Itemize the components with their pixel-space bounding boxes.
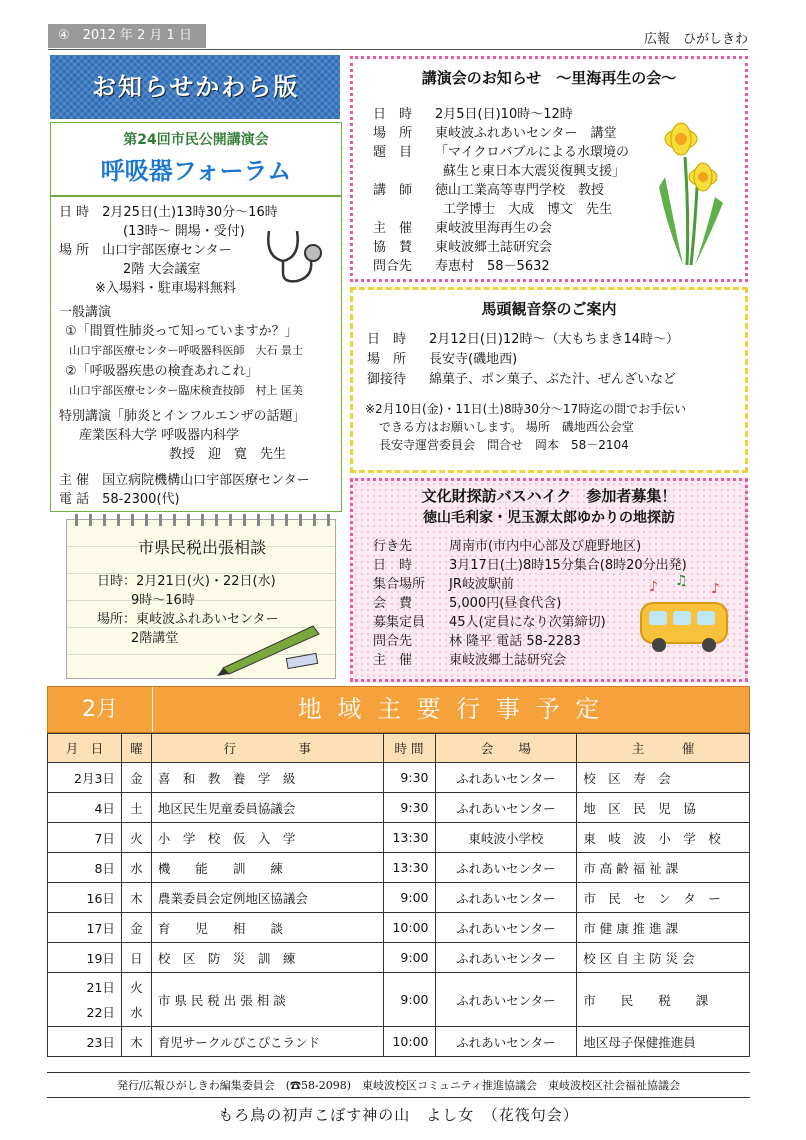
forum-date-note: (13時～ 開場・受付): [123, 224, 245, 239]
pencil-icon: [217, 620, 327, 676]
lecture-row-8-key: 問合先: [373, 259, 413, 274]
hike-row-1-key: 日 時: [373, 558, 413, 573]
row-dow: 日: [121, 943, 151, 973]
row-dow: 木: [121, 1027, 151, 1057]
row-venue: ふれあいセンター: [435, 973, 577, 1027]
footer-divider-2: [47, 1097, 750, 1098]
lecture-row-8-val: 寿恵村 58－5632: [435, 259, 550, 274]
hike-row-5-key: 問合先: [373, 634, 413, 649]
forum-talk1-speaker: 山口宇部医療センター呼吸器科医師 大石 景士: [69, 344, 304, 357]
festival-row-0-key: 日 時: [367, 332, 407, 347]
forum-date: 日 時 2月25日(土)13時30分～16時: [59, 205, 278, 220]
row-event: 地区民生児童委員協議会: [151, 793, 383, 823]
row-event: 農業委員会定例地区協議会: [151, 883, 383, 913]
schedule-table: [47, 733, 750, 1057]
lecture-row-0-val: 2月5日(日)10時～12時: [435, 107, 573, 122]
hike-subtitle: 徳山毛利家・児玉源太郎ゆかりの地探訪: [423, 510, 675, 526]
table-row: [48, 883, 750, 913]
forum-tel: 電 話 58-2300(代): [59, 492, 180, 507]
table-row: [48, 823, 750, 853]
tax-room: 2階講堂: [131, 631, 179, 646]
row-venue: 東岐波小学校: [435, 823, 577, 853]
forum-special-affiliation: 産業医科大学 呼吸器内科学: [79, 428, 240, 443]
forum-title-box: [50, 122, 342, 196]
tax-consultation-note: [66, 519, 336, 679]
row-date-second: 22日: [86, 1004, 115, 1020]
row-host: 市 民 税 課: [577, 973, 750, 1027]
row-date: 2月3日: [48, 763, 122, 793]
row-dow: 水: [121, 853, 151, 883]
festival-row-1-val: 長安寺(磯地西): [429, 352, 518, 367]
stethoscope-icon: [261, 227, 331, 287]
col-venue: 会 場: [435, 734, 577, 763]
forum-host: 主 催 国立病院機構山口宇部医療センター: [59, 473, 310, 488]
lecture-row-0-key: 日 時: [373, 107, 413, 122]
tax-date: 日時：2月21日(火)・22日(水): [97, 574, 276, 589]
tax-title: 市県民税出張相談: [137, 538, 266, 557]
forum-fee-note: ※入場料・駐車場料無料: [95, 281, 236, 296]
lecture-notice-box: [350, 56, 748, 282]
lecture-row-4-val: 徳山工業高等専門学校 教授: [435, 183, 605, 198]
forum-special-lecture: 特別講演「肺炎とインフルエンザの話題」: [59, 409, 306, 424]
lecture-row-7-val: 東岐波郷土誌研究会: [435, 240, 553, 255]
row-time: 13:30: [383, 853, 435, 883]
bus-icon: [631, 573, 737, 657]
table-row: [48, 943, 750, 973]
table-row: [48, 913, 750, 943]
row-time: 9:00: [383, 973, 435, 1027]
lecture-row-1-key: 場 所: [373, 126, 413, 141]
lecture-row-7-key: 協 賛: [373, 240, 413, 255]
row-host: 地 区 民 児 協: [577, 793, 750, 823]
forum-details-box: [50, 196, 342, 512]
festival-row-2-val: 綿菓子、ポン菓子、ぶた汁、ぜんざいなど: [429, 372, 677, 387]
lecture-row-6-val: 東岐波里海再生の会: [435, 221, 553, 236]
row-dow: 金: [121, 763, 151, 793]
lecture-row-2-val: 「マイクロバブルによる水環境の: [435, 145, 629, 160]
row-time: 9:00: [383, 883, 435, 913]
row-time: 9:00: [383, 943, 435, 973]
tax-time: 9時～16時: [131, 593, 195, 608]
row-host: 校 区 自 主 防 災 会: [577, 943, 750, 973]
row-event: 市 県 民 税 出 張 相 談: [151, 973, 383, 1027]
row-host: 市 高 齢 福 祉 課: [577, 853, 750, 883]
lecture-row-6-key: 主 催: [373, 221, 413, 236]
hike-row-4-val: 45人(定員になり次第締切): [449, 615, 606, 630]
row-time: 9:30: [383, 793, 435, 823]
row-date: 8日: [48, 853, 122, 883]
notepad-rings: [67, 514, 337, 526]
row-host: 校 区 寿 会: [577, 763, 750, 793]
row-host: 市 健 康 推 進 課: [577, 913, 750, 943]
col-dow: 曜: [121, 734, 151, 763]
col-host: 主 催: [577, 734, 750, 763]
hike-row-5-val: 林 隆平 電話 58-2283: [449, 634, 581, 649]
footer-publisher: 発行/広報ひがしきわ編集委員会 (☎58-2098) 東岐波校区コミュニティ推進協議会 東岐波校区社会福祉協議会: [117, 1079, 680, 1092]
hike-row-2-key: 集合場所: [373, 577, 426, 592]
row-time: 10:00: [383, 1027, 435, 1057]
hike-row-4-key: 募集定員: [373, 615, 426, 630]
festival-row-1-key: 場 所: [367, 352, 407, 367]
table-row: [48, 793, 750, 823]
header-divider: [48, 49, 748, 50]
row-venue: ふれあいセンター: [435, 763, 577, 793]
festival-note-2: できる方はお願いします。 場所 磯地西公会堂: [379, 420, 634, 434]
forum-general-lectures: 一般講演: [59, 305, 112, 320]
row-time: 9:30: [383, 763, 435, 793]
row-date: 4日: [48, 793, 122, 823]
row-event: 校 区 防 災 訓 練: [151, 943, 383, 973]
row-date-pair: [48, 973, 122, 1027]
row-event: 育 児 相 談: [151, 913, 383, 943]
forum-place: 場 所 山口宇部医療センター: [59, 243, 232, 258]
row-dow: 土: [121, 793, 151, 823]
festival-row-0-val: 2月12日(日)12時～（大もちまき14時～）: [429, 332, 680, 347]
table-row: [48, 853, 750, 883]
row-dow-second: 水: [130, 1004, 143, 1020]
col-date: 月 日: [48, 734, 122, 763]
hike-row-6-val: 東岐波郷土誌研究会: [449, 653, 567, 668]
forum-place-room: 2階 大会議室: [123, 262, 201, 277]
row-date: 7日: [48, 823, 122, 853]
festival-row-2-key: 御接待: [367, 372, 407, 387]
issue-date: ④ 2012 年 2 月 1 日: [48, 24, 206, 48]
hike-row-1-val: 3月17日(土)8時15分集合(8時20分出発): [449, 558, 687, 573]
festival-note-1: ※2月10日(金)・11日(土)8時30分～17時迄の間でお手伝い: [365, 402, 687, 416]
forum-special-speaker: 教授 迎 寛 先生: [169, 447, 287, 462]
banner-title: お知らせかわら版: [50, 55, 340, 119]
hike-row-3-val: 5,000円(昼食代含): [449, 596, 562, 611]
row-dow: 金: [121, 913, 151, 943]
row-host: 東 岐 波 小 学 校: [577, 823, 750, 853]
table-row: [48, 763, 750, 793]
row-time: 10:00: [383, 913, 435, 943]
footer-haiku: もろ鳥の初声こぼす神の山 よし女 （花筏句会）: [218, 1106, 579, 1124]
row-date: 19日: [48, 943, 122, 973]
forum-talk2: ②「呼吸器疾患の検査あれこれ」: [65, 364, 259, 379]
lecture-title: 講演会のお知らせ ～里海再生の会～: [421, 69, 677, 87]
table-row: [48, 973, 750, 1027]
hike-row-3-key: 会 費: [373, 596, 413, 611]
forum-title: 呼吸器フォーラム: [100, 157, 292, 185]
lecture-row-2-key: 題 目: [373, 145, 413, 160]
festival-title: 馬頭観音祭のご案内: [481, 300, 617, 318]
row-dow: 火: [121, 823, 151, 853]
forum-talk1: ①「間質性肺炎って知っていますか？」: [65, 324, 298, 339]
row-event: 育児サークルぴこぴこランド: [151, 1027, 383, 1057]
row-event: 小 学 校 仮 入 学: [151, 823, 383, 853]
lecture-row-4-key: 講 師: [373, 183, 413, 198]
daffodil-illustration: [645, 117, 735, 267]
forum-talk2-speaker: 山口宇部医療センター臨床検査技師 村上 匡美: [69, 384, 304, 397]
row-host: 地区母子保健推進員: [577, 1027, 750, 1057]
row-venue: ふれあいセンター: [435, 913, 577, 943]
schedule-header: [47, 686, 750, 733]
schedule-title: 地 域 主 要 行 事 予 定: [297, 695, 604, 723]
lecture-row-1-val: 東岐波ふれあいセンター 講堂: [435, 126, 617, 141]
row-event: 喜 和 教 養 学 級: [151, 763, 383, 793]
col-time: 時 間: [383, 734, 435, 763]
table-header-row: [48, 734, 750, 763]
row-time: 13:30: [383, 823, 435, 853]
schedule-month: 2月: [48, 687, 153, 732]
row-venue: ふれあいセンター: [435, 943, 577, 973]
row-date: 16日: [48, 883, 122, 913]
svg-text:♫: ♫: [675, 573, 688, 589]
row-venue: ふれあいセンター: [435, 883, 577, 913]
row-host: 市 民 セ ン タ ー: [577, 883, 750, 913]
festival-note-3: 長安寺運営委員会 問合せ 岡本 58－2104: [379, 438, 629, 452]
bus-hike-box: [350, 478, 748, 682]
forum-subtitle: 第24回市民公開講演会: [123, 132, 269, 148]
lecture-row-3-val: 蘇生と東日本大震災復興支援」: [443, 164, 626, 179]
hike-title: 文化財探訪バスハイク 参加者募集！: [421, 487, 677, 505]
row-date: 21日: [86, 979, 115, 995]
row-date: 17日: [48, 913, 122, 943]
svg-text:♪: ♪: [711, 581, 720, 597]
festival-notice-box: [350, 287, 748, 473]
lecture-row-5-val: 工学博士 大成 博文 先生: [443, 202, 613, 217]
row-venue: ふれあいセンター: [435, 793, 577, 823]
col-event: 行 事: [151, 734, 383, 763]
publication-name: 広報 ひがしきわ: [643, 32, 748, 47]
row-dow-pair: [121, 973, 151, 1027]
row-venue: ふれあいセンター: [435, 853, 577, 883]
table-row: [48, 1027, 750, 1057]
hike-row-2-val: JR岐波駅前: [449, 577, 514, 592]
row-venue: ふれあいセンター: [435, 1027, 577, 1057]
footer-divider: [47, 1072, 750, 1073]
row-dow: 木: [121, 883, 151, 913]
row-dow: 火: [130, 979, 143, 995]
hike-row-6-key: 主 催: [373, 653, 413, 668]
tax-place: 場所：東岐波ふれあいセンター: [97, 612, 279, 627]
svg-text:♪: ♪: [649, 579, 658, 595]
row-event: 機 能 訓 練: [151, 853, 383, 883]
hike-row-0-val: 周南市(市内中心部及び鹿野地区): [449, 539, 642, 554]
hike-row-0-key: 行き先: [373, 539, 413, 554]
row-date: 23日: [48, 1027, 122, 1057]
